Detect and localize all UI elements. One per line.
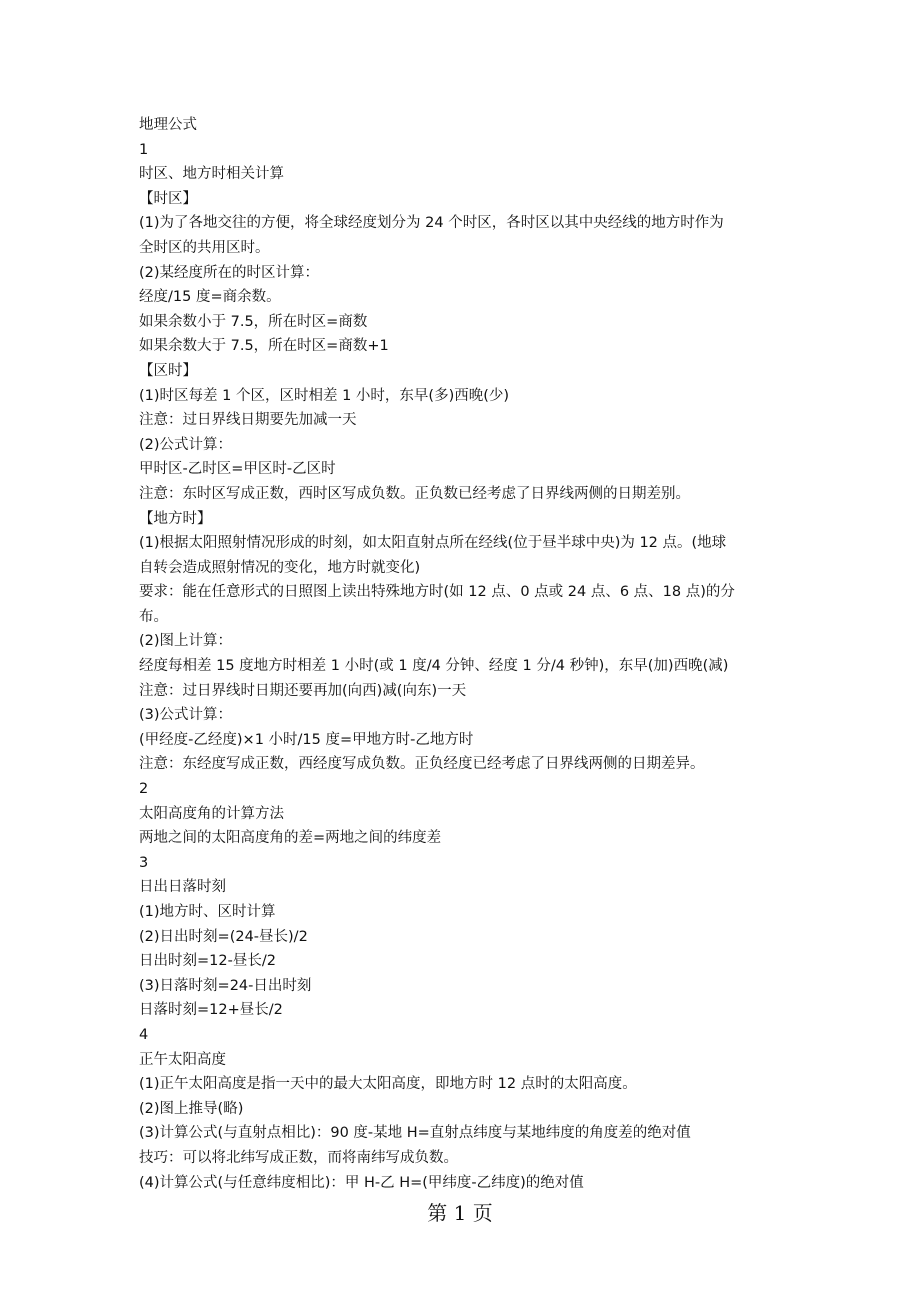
text-line: 时区、地方时相关计算: [139, 166, 284, 183]
text-line: 3: [139, 854, 149, 871]
text-line: (1)时区每差 1 个区，区时相差 1 小时，东早(多)西晚(少): [139, 387, 510, 404]
text-line: 4: [139, 1026, 149, 1043]
page-number: 第 1 页: [427, 1201, 493, 1225]
text-line: 两地之间的太阳高度角的差=两地之间的纬度差: [139, 830, 442, 847]
text-line: 1: [139, 141, 149, 158]
text-line: (1)正午太阳高度是指一天中的最大太阳高度，即地方时 12 点时的太阳高度。: [139, 1076, 637, 1093]
text-line: 太阳高度角的计算方法: [139, 805, 284, 822]
text-line: 甲时区-乙时区=甲区时-乙区时: [139, 461, 336, 478]
text-line: 日出时刻=12-昼长/2: [139, 953, 276, 970]
text-line: 日落时刻=12+昼长/2: [139, 1002, 283, 1019]
text-line: (2)图上计算：: [139, 633, 233, 650]
text-line: 如果余数小于 7.5，所在时区=商数: [139, 313, 368, 330]
text-line: 日出日落时刻: [139, 879, 226, 896]
text-line: 全时区的共用区时。: [139, 239, 270, 256]
text-line: 经度每相差 15 度地方时相差 1 小时(或 1 度/4 分钟、经度 1 分/4 秒钟)，东早(加)西晚(减): [139, 658, 729, 675]
text-line: 注意：东经度写成正数，西经度写成负数。正负经度已经考虑了日界线两侧的日期差异。: [139, 756, 705, 773]
text-line: 地理公式: [139, 117, 197, 133]
text-line: (1)根据太阳照射情况形成的时刻，如太阳直射点所在经线(位于昼半球中央)为 12 点。(地球: [139, 535, 727, 552]
text-line: 【时区】: [139, 190, 197, 207]
text-line: (2)公式计算：: [139, 436, 233, 453]
text-line: (1)地方时、区时计算: [139, 904, 276, 920]
text-line: 【地方时】: [139, 510, 212, 527]
text-line: 正午太阳高度: [139, 1051, 226, 1068]
text-line: 注意：过日界线日期要先加减一天: [139, 412, 357, 429]
text-line: 注意：过日界线时日期还要再加(向西)减(向东)一天: [139, 682, 467, 699]
text-line: 注意：东时区写成正数，西时区写成负数。正负数已经考虑了日界线两侧的日期差别。: [139, 485, 690, 502]
text-line: 2: [139, 781, 149, 798]
text-line: (1)为了各地交往的方便，将全球经度划分为 24 个时区，各时区以其中央经线的地方时作为: [139, 215, 724, 232]
text-line: (甲经度-乙经度)×1 小时/15 度=甲地方时-乙地方时: [139, 731, 474, 748]
text-line: 自转会造成照射情况的变化，地方时就变化): [139, 559, 421, 576]
document-body: [139, 113, 789, 1195]
text-line: (3)公式计算：: [139, 707, 233, 724]
text-line: (3)计算公式(与直射点相比)：90 度-某地 H=直射点纬度与某地纬度的角度差的绝对值: [139, 1125, 691, 1142]
text-line: 【区时】: [139, 362, 197, 379]
text-line: (4)计算公式(与任意纬度相比)：甲 H-乙 H=(甲纬度-乙纬度)的绝对值: [139, 1174, 584, 1191]
text-line: (2)某经度所在的时区计算：: [139, 264, 320, 281]
text-line: 如果余数大于 7.5，所在时区=商数+1: [139, 338, 389, 355]
text-line: 技巧：可以将北纬写成正数，而将南纬写成负数。: [139, 1149, 458, 1166]
text-line: 要求：能在任意形式的日照图上读出特殊地方时(如 12 点、0 点或 24 点、6 点、18 点)的分: [139, 584, 735, 601]
text-line: (2)图上推导(略): [139, 1100, 244, 1117]
text-line: 布。: [139, 608, 168, 625]
text-line: 经度/15 度=商余数。: [139, 289, 281, 306]
text-line: (3)日落时刻=24-日出时刻: [139, 977, 312, 994]
text-line: (2)日出时刻=(24-昼长)/2: [139, 928, 308, 945]
